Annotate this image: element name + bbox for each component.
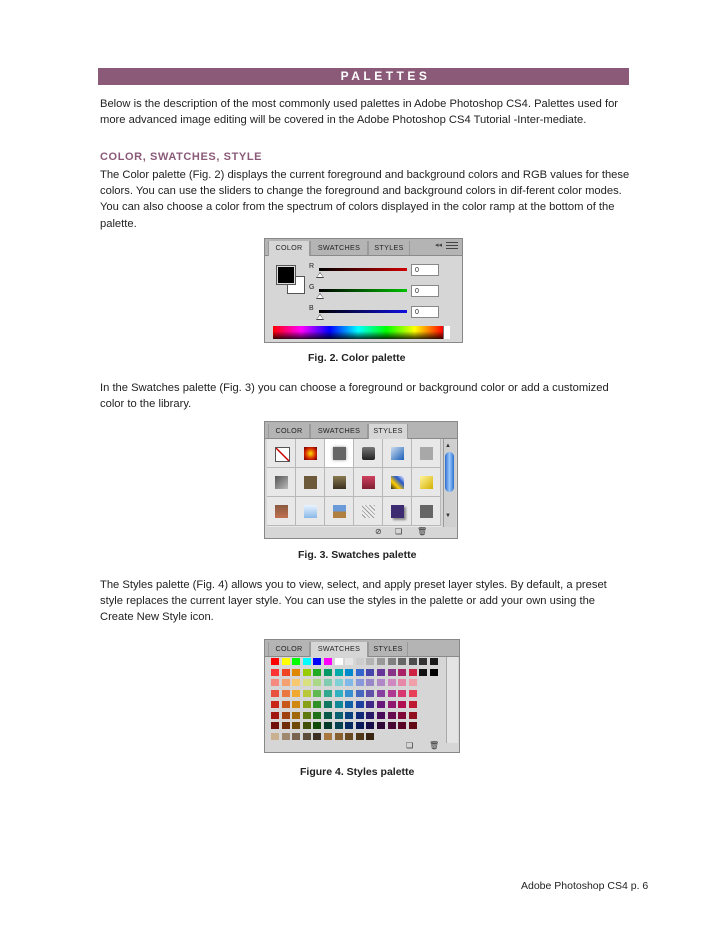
color-swatch[interactable] — [365, 668, 375, 677]
style-swatch[interactable] — [296, 439, 325, 468]
blue-slider[interactable] — [319, 310, 407, 313]
color-swatch[interactable] — [291, 689, 301, 698]
color-swatch[interactable] — [376, 721, 386, 730]
color-swatch[interactable] — [365, 732, 375, 741]
color-swatch[interactable] — [355, 711, 365, 720]
color-swatch[interactable] — [323, 700, 333, 709]
color-swatch[interactable] — [355, 700, 365, 709]
color-swatch[interactable] — [397, 721, 407, 730]
color-swatch[interactable] — [302, 700, 312, 709]
tab-swatches[interactable]: SWATCHES — [310, 642, 368, 657]
figure-caption: Fig. 3. Swatches palette — [298, 549, 417, 561]
color-swatch[interactable] — [397, 678, 407, 687]
color-swatch[interactable] — [302, 657, 312, 666]
color-swatch[interactable] — [387, 678, 397, 687]
tab-bar — [265, 239, 462, 256]
color-swatch[interactable] — [355, 732, 365, 741]
channel-label: G — [309, 284, 315, 291]
color-swatch[interactable] — [270, 711, 280, 720]
color-swatch[interactable] — [397, 711, 407, 720]
color-swatch[interactable] — [408, 678, 418, 687]
channel-label: B — [309, 305, 314, 312]
color-swatch[interactable] — [429, 657, 439, 666]
color-swatch[interactable] — [376, 678, 386, 687]
color-swatch[interactable] — [270, 657, 280, 666]
color-swatch[interactable] — [355, 668, 365, 677]
white-ramp-box[interactable] — [443, 326, 450, 339]
slider-thumb[interactable] — [316, 314, 324, 320]
style-swatch[interactable] — [267, 497, 296, 526]
color-swatch[interactable] — [312, 721, 322, 730]
tab-color[interactable]: COLOR — [268, 424, 310, 438]
panel-menu-icon[interactable] — [446, 242, 458, 251]
color-swatch[interactable] — [270, 689, 280, 698]
color-swatch[interactable] — [355, 657, 365, 666]
style-swatch[interactable] — [383, 439, 412, 468]
scrollbar[interactable] — [443, 439, 456, 527]
color-swatch[interactable] — [312, 678, 322, 687]
style-swatch[interactable] — [354, 468, 383, 497]
color-swatch[interactable] — [387, 700, 397, 709]
color-swatch[interactable] — [376, 668, 386, 677]
color-swatch[interactable] — [397, 668, 407, 677]
swatch-grid — [270, 657, 444, 743]
color-swatch[interactable] — [270, 732, 280, 741]
color-swatch[interactable] — [270, 700, 280, 709]
color-swatch[interactable] — [291, 711, 301, 720]
clear-style-icon[interactable]: ⊘ — [375, 527, 382, 536]
tab-swatches[interactable]: SWATCHES — [310, 241, 368, 255]
intro-paragraph: Below is the description of the most commonly used palettes in Adobe Photoshop CS4. Palettes used for more advanced image editing will be covered in the Adobe Photoshop CS4 Tutorial -Inter-mediate. — [100, 98, 619, 127]
color-swatch[interactable] — [323, 721, 333, 730]
color-swatch[interactable] — [302, 668, 312, 677]
green-value-input[interactable]: 0 — [411, 285, 439, 297]
styles-paragraph: The Styles palette (Fig. 4) allows you to view, select, and apply preset layer styles. By default, a preset style replaces the current layer style. You can use the styles in the palette or add your own using the Create New Style icon. — [100, 579, 607, 624]
scroll-up-icon[interactable]: ▲ — [445, 443, 451, 449]
color-swatch[interactable] — [376, 689, 386, 698]
delete-swatch-icon[interactable]: 🗑 — [429, 741, 440, 750]
style-swatch[interactable] — [412, 468, 441, 497]
color-swatch[interactable] — [302, 689, 312, 698]
color-swatch[interactable] — [291, 700, 301, 709]
scrollbar[interactable] — [446, 657, 458, 743]
color-swatch[interactable] — [344, 668, 354, 677]
color-swatch[interactable] — [323, 732, 333, 741]
color-swatch[interactable] — [312, 657, 322, 666]
tab-styles[interactable]: STYLES — [368, 241, 410, 255]
color-swatch[interactable] — [408, 700, 418, 709]
color-swatch[interactable] — [408, 711, 418, 720]
color-swatch[interactable] — [291, 732, 301, 741]
green-slider[interactable] — [319, 289, 407, 292]
color-swatch[interactable] — [323, 678, 333, 687]
color-swatch[interactable] — [291, 657, 301, 666]
color-swatch[interactable] — [408, 721, 418, 730]
color-swatch[interactable] — [429, 668, 439, 677]
color-swatch[interactable] — [344, 700, 354, 709]
color-swatch[interactable] — [334, 657, 344, 666]
style-swatch[interactable] — [267, 468, 296, 497]
create-new-style-icon[interactable]: ❏ — [395, 527, 403, 536]
color-swatch[interactable] — [270, 721, 280, 730]
style-swatch[interactable] — [296, 497, 325, 526]
color-swatch[interactable] — [281, 721, 291, 730]
color-swatch[interactable] — [302, 711, 312, 720]
color-swatch[interactable] — [334, 700, 344, 709]
color-swatch[interactable] — [323, 711, 333, 720]
style-swatch[interactable] — [296, 468, 325, 497]
tab-bar — [265, 422, 457, 439]
color-swatch[interactable] — [334, 711, 344, 720]
tab-color[interactable]: COLOR — [268, 241, 310, 256]
tab-styles[interactable]: STYLES — [368, 424, 408, 439]
color-swatch[interactable] — [312, 700, 322, 709]
color-swatch[interactable] — [344, 732, 354, 741]
scrollbar-thumb[interactable] — [445, 452, 454, 492]
tab-swatches[interactable]: SWATCHES — [310, 424, 368, 438]
color-swatch[interactable] — [323, 689, 333, 698]
color-swatch[interactable] — [376, 700, 386, 709]
style-swatch[interactable] — [412, 497, 441, 526]
tab-color[interactable]: COLOR — [268, 642, 310, 656]
style-swatch[interactable] — [354, 497, 383, 526]
color-swatch[interactable] — [334, 678, 344, 687]
swatches-paragraph: In the Swatches palette (Fig. 3) you can choose a foreground or background color or add a customized color to the library. — [100, 382, 609, 411]
tab-styles[interactable]: STYLES — [368, 642, 408, 656]
color-swatch[interactable] — [334, 721, 344, 730]
color-swatch[interactable] — [281, 700, 291, 709]
tab-bar — [265, 640, 459, 657]
color-swatch[interactable] — [302, 732, 312, 741]
color-swatch[interactable] — [387, 721, 397, 730]
color-swatch[interactable] — [312, 711, 322, 720]
color-swatch[interactable] — [365, 689, 375, 698]
red-slider[interactable] — [319, 268, 407, 271]
color-swatch[interactable] — [397, 657, 407, 666]
page-footer: Adobe Photoshop CS4 p. 6 — [521, 880, 649, 892]
slider-thumb[interactable] — [316, 272, 324, 278]
channel-label: R — [309, 263, 315, 270]
color-swatch[interactable] — [291, 678, 301, 687]
color-swatch[interactable] — [408, 689, 418, 698]
color-swatch[interactable] — [344, 721, 354, 730]
color-swatch[interactable] — [281, 689, 291, 698]
color-paragraph: The Color palette (Fig. 2) displays the current foreground and background colors and RGB values for these colors. You can use the sliders to change the foreground and background colors in dif-ferent color modes. You can also choose a color from the spectrum of colors displayed in the color ramp at the bottom of the palette. — [100, 169, 630, 230]
color-swatch[interactable] — [418, 668, 428, 677]
color-swatch[interactable] — [365, 711, 375, 720]
color-swatch[interactable] — [387, 668, 397, 677]
style-swatch[interactable] — [354, 439, 383, 468]
foreground-color-swatch[interactable] — [277, 266, 295, 284]
color-swatch[interactable] — [365, 657, 375, 666]
color-swatch[interactable] — [355, 721, 365, 730]
color-swatch[interactable] — [355, 689, 365, 698]
blue-value-input[interactable]: 0 — [411, 306, 439, 318]
color-swatch[interactable] — [397, 700, 407, 709]
delete-style-icon[interactable]: 🗑 — [417, 527, 428, 536]
color-swatch[interactable] — [281, 657, 291, 666]
style-swatch[interactable] — [383, 468, 412, 497]
color-swatch[interactable] — [302, 721, 312, 730]
color-swatch[interactable] — [365, 721, 375, 730]
red-value-input[interactable]: 0 — [411, 264, 439, 276]
style-swatch[interactable] — [412, 439, 441, 468]
color-swatch[interactable] — [281, 711, 291, 720]
color-ramp[interactable] — [273, 326, 443, 339]
color-swatch[interactable] — [323, 657, 333, 666]
color-swatch[interactable] — [323, 668, 333, 677]
color-swatch[interactable] — [281, 678, 291, 687]
color-swatch[interactable] — [408, 668, 418, 677]
color-swatch[interactable] — [312, 668, 322, 677]
color-swatch[interactable] — [281, 732, 291, 741]
slider-thumb[interactable] — [316, 293, 324, 299]
style-swatch[interactable] — [383, 497, 412, 526]
collapse-icon[interactable]: ◂◂ — [434, 242, 442, 249]
section-banner — [98, 68, 629, 85]
color-swatch[interactable] — [270, 668, 280, 677]
color-swatch[interactable] — [344, 711, 354, 720]
section-heading: COLOR, SWATCHES, STYLE — [100, 151, 263, 163]
color-swatch[interactable] — [387, 689, 397, 698]
color-palette-figure — [264, 238, 463, 343]
styles-grid — [267, 439, 441, 527]
color-swatch[interactable] — [387, 711, 397, 720]
color-swatch[interactable] — [334, 668, 344, 677]
swatches-palette-figure — [264, 639, 460, 753]
color-swatch[interactable] — [312, 689, 322, 698]
style-swatch[interactable] — [267, 439, 296, 468]
color-swatch[interactable] — [376, 657, 386, 666]
style-swatch[interactable] — [325, 497, 354, 526]
figure-caption: Fig. 2. Color palette — [308, 352, 406, 364]
color-swatch[interactable] — [397, 689, 407, 698]
color-swatch[interactable] — [334, 689, 344, 698]
color-swatch[interactable] — [418, 657, 428, 666]
figure-caption: Figure 4. Styles palette — [300, 766, 415, 778]
style-swatch[interactable] — [325, 468, 354, 497]
section-title: PALETTES — [340, 69, 431, 83]
styles-palette-figure — [264, 421, 458, 539]
color-swatch[interactable] — [312, 732, 322, 741]
scroll-down-icon[interactable]: ▼ — [445, 513, 451, 519]
color-swatch[interactable] — [365, 678, 375, 687]
color-swatch[interactable] — [344, 657, 354, 666]
color-swatch[interactable] — [408, 657, 418, 666]
color-swatch[interactable] — [291, 668, 301, 677]
color-swatch[interactable] — [344, 678, 354, 687]
color-swatch[interactable] — [387, 657, 397, 666]
color-swatch[interactable] — [291, 721, 301, 730]
color-swatch[interactable] — [302, 678, 312, 687]
color-swatch[interactable] — [334, 732, 344, 741]
color-swatch[interactable] — [344, 689, 354, 698]
color-swatch[interactable] — [355, 678, 365, 687]
color-swatch[interactable] — [270, 678, 280, 687]
color-swatch[interactable] — [376, 711, 386, 720]
new-swatch-icon[interactable]: ❏ — [406, 741, 414, 750]
style-swatch[interactable] — [325, 439, 354, 468]
color-swatch[interactable] — [365, 700, 375, 709]
color-swatch[interactable] — [281, 668, 291, 677]
